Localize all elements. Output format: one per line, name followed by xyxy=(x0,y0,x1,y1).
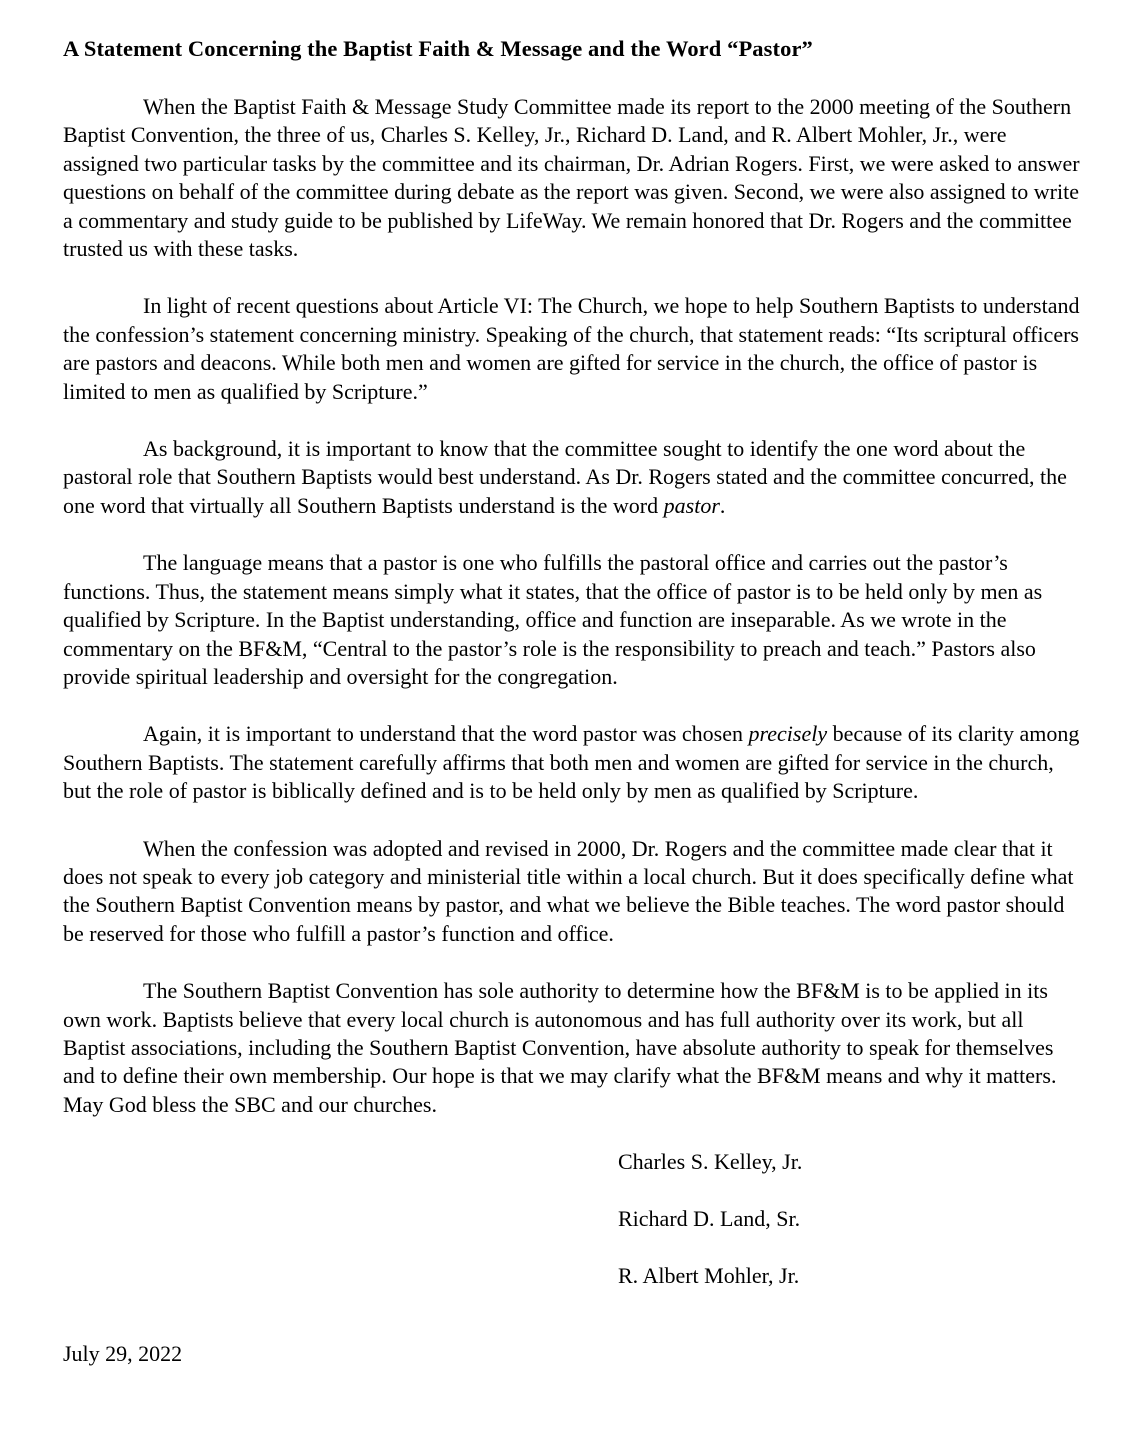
paragraph-text: When the confession was adopted and revised in 2000, Dr. Rogers and the committee made clear that it does not speak to every job category and ministerial title within a local church. But it does specifically define what the Southern Baptist Convention means by pastor, and what we believe the Bible teaches. The word pastor should be reserved for those who fulfill a pastor’s function and office. xyxy=(63,835,1074,946)
document-paragraphs xyxy=(63,93,1082,1119)
signature-name: Charles S. Kelley, Jr. xyxy=(618,1149,803,1175)
paragraph-text: because of its clarity among Southern Baptists. The statement carefully affirms that both men and women are gifted for service in the church, but the role of pastor is biblically defined and is to be held only by men as qualified by Scripture. xyxy=(63,721,1080,804)
paragraph-text-italic: pastor xyxy=(663,492,720,518)
paragraph-text-italic: precisely xyxy=(748,721,828,747)
paragraph-text: The Southern Baptist Convention has sole authority to determine how the BF&M is to be applied in its own work. Baptists believe that every local church is autonomous and has full authority over its work, but all Baptist associations, including the Southern Baptist Convention, have absolute authority to speak for themselves and to define their own membership. Our hope is that we may clarify what the BF&M means and why it matters. May God bless the SBC and our churches. xyxy=(63,978,1057,1117)
paragraph xyxy=(63,292,1082,406)
signature-block xyxy=(618,1148,1082,1290)
paragraph xyxy=(63,835,1082,949)
paragraph-text: When the Baptist Faith & Message Study Committee made its report to the 2000 meeting of the Southern Baptist Convention, the three of us, Charles S. Kelley, Jr., Richard D. Land, and R. Albert Mohler, Jr., were assigned two particular tasks by the committee and its chairman, Dr. Adrian Rogers. First, we were asked to answer questions on behalf of the committee during debate as the report was given. Second, we were also assigned to write a commentary and study guide to be published by LifeWay. We remain honored that Dr. Rogers and the committee trusted us with these tasks. xyxy=(63,94,1080,262)
paragraph xyxy=(63,549,1082,691)
paragraph xyxy=(63,435,1082,520)
paragraph-text: Again, it is important to understand that the word pastor was chosen xyxy=(143,721,749,747)
paragraph xyxy=(63,720,1082,805)
paragraph xyxy=(63,977,1082,1119)
paragraph-text: The language means that a pastor is one who fulfills the pastoral office and carries out the pastor’s functions. Thus, the statement means simply what it states, that the office of pastor is to be held only by men as qualified by Scripture. In the Baptist understanding, office and function are inseparable. As we wrote in the commentary on the BF&M, “Central to the pastor’s role is the responsibility to preach and teach.” Pastors also provide spiritual leadership and oversight for the congregation. xyxy=(63,550,1043,689)
document-title: A Statement Concerning the Baptist Faith & Message and the Word “Pastor” xyxy=(63,36,813,61)
paragraph xyxy=(63,93,1082,263)
document-date: July 29, 2022 xyxy=(63,1341,183,1367)
paragraph-text: As background, it is important to know that the committee sought to identify the one word about the pastoral role that Southern Baptists would best understand. As Dr. Rogers stated and the committee concurred, the one word that virtually all Southern Baptists understand is the word xyxy=(63,436,1067,518)
signature-name: Richard D. Land, Sr. xyxy=(618,1206,801,1232)
paragraph-text: . xyxy=(719,492,726,518)
paragraph-text: In light of recent questions about Article VI: The Church, we hope to help Southern Baptists to understand the confession’s statement concerning ministry. Speaking of the church, that statement reads: “Its scriptural officers are pastors and deacons. While both men and women are gifted for service in the church, the office of pastor is limited to men as qualified by Scripture.” xyxy=(63,293,1080,404)
signature-name: R. Albert Mohler, Jr. xyxy=(618,1263,800,1288)
